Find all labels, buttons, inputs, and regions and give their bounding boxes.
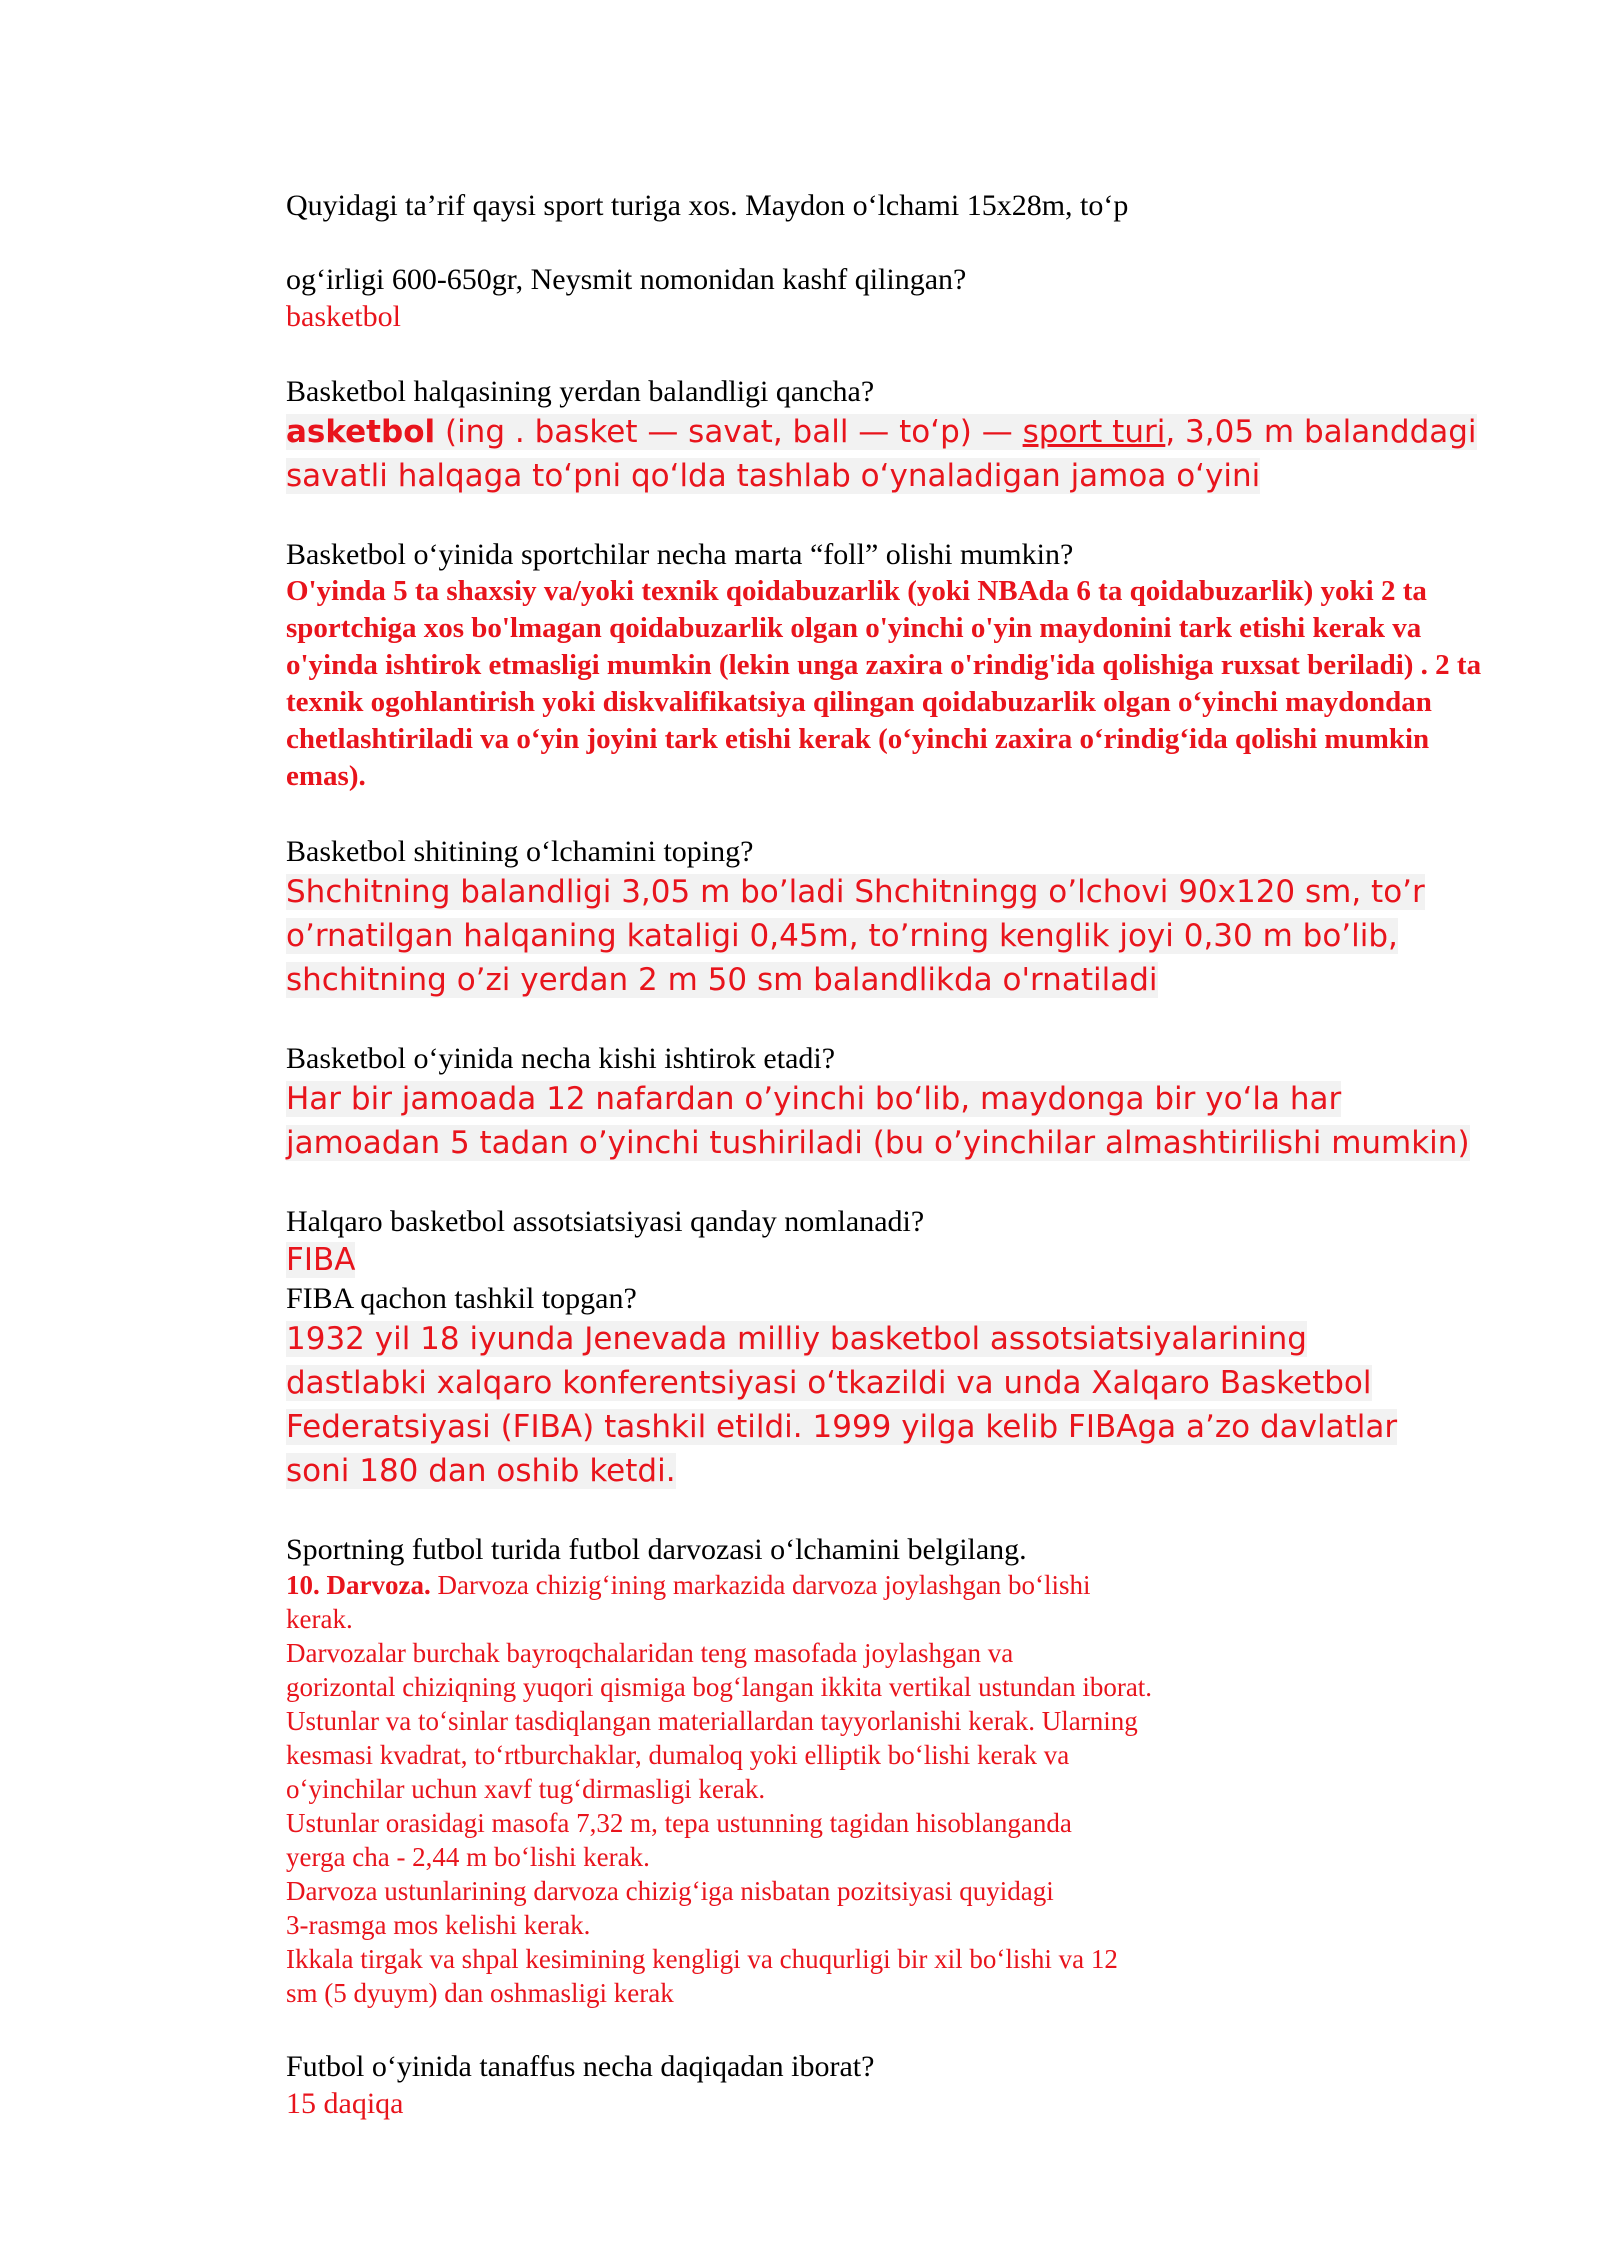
question-block-2 bbox=[286, 373, 1486, 498]
question-text: Halqaro basketbol assotsiatsiyasi qanday nomlanadi? bbox=[286, 1205, 925, 1238]
question-text: Basketbol shitining o‘lchamini toping? bbox=[286, 835, 754, 868]
question-block-3 bbox=[286, 536, 1486, 795]
answer-text: Har bir jamoada 12 nafardan o’yinchi bo‘lib, maydonga bir yo‘la har jamoadan 5 tadan o’yinchi tushiriladi (bu o’yinchilar almashtirilishi mumkin) bbox=[286, 1081, 1470, 1161]
sport-turi-link[interactable]: sport turi bbox=[1022, 414, 1166, 450]
answer-text: 1932 yil 18 iyunda Jenevada milliy basketbol assotsiatsiyalarining dastlabki xalqaro konferentsiyasi o‘tkazildi va unda Xalqaro Basketbol Federatsiyasi (FIBA) tashkil etildi. 1999 yilga kelib FIBAga a’zo davlatlar soni 180 dan oshib ketdi. bbox=[286, 1321, 1398, 1489]
answer-text: O'yinda 5 ta shaxsiy va/yoki texnik qoidabuzarlik (yoki NBAda 6 ta qoidabuzarlik) yoki 2 ta sportchiga xos bo'lmagan qoidabuzarlik olgan o'yinchi o'yin maydonini tark etishi kerak va o'yinda ishtirok etmasligi mumkin (lekin unga zaxira o'rindig'ida qolishiga ruxsat beriladi) . 2 ta texnik ogohlantirish yoki diskvalifikatsiya qilingan qoidabuzarlik olgan o‘yinchi maydondan chetlashtiriladi va o‘yin joyini tark etishi kerak (o‘yinchi zaxira o‘rindig‘ida qolishi mumkin emas). bbox=[286, 575, 1482, 792]
question-block-9 bbox=[286, 2048, 1486, 2122]
document-page bbox=[286, 150, 1486, 2122]
question-block-4 bbox=[286, 833, 1486, 1002]
question-text: Futbol o‘yinida tanaffus necha daqiqadan iborat? bbox=[286, 2050, 875, 2083]
answer-text: asketbol (ing . basket — savat, ball — to‘p) — sport turi, 3,05 m balanddagi savatli halqaga to‘pni qo‘lda tashlab o‘ynaladigan jamoa o‘yini bbox=[286, 414, 1477, 494]
answer-text: Shchitning balandligi 3,05 m bo’ladi Shchitningg o’lchovi 90x120 sm, to’r o’rnatilgan halqaning kataligi 0,45m, to’rning kenglik joyi 0,30 m bo’lib, shchitning o’zi yerdan 2 m 50 sm balandlikda o'rnatiladi bbox=[286, 874, 1425, 998]
answer-text: FIBA bbox=[286, 1242, 356, 1278]
question-block-8 bbox=[286, 1531, 1486, 2010]
question-block-1 bbox=[286, 150, 1486, 335]
answer-text: 15 daqiqa bbox=[286, 2087, 404, 2120]
question-text: Quyidagi ta’rif qaysi sport turiga xos. Maydon o‘lchami 15x28m, to‘p og‘irligi 600-650gr, Neysmit nomonidan kashf qilingan? bbox=[286, 189, 1129, 296]
question-block-6 bbox=[286, 1203, 1486, 1280]
question-block-7 bbox=[286, 1280, 1486, 1493]
question-text: Basketbol halqasining yerdan balandligi qancha? bbox=[286, 375, 875, 408]
question-text: Basketbol o‘yinida necha kishi ishtirok etadi? bbox=[286, 1042, 836, 1075]
question-text: Sportning futbol turida futbol darvozasi o‘lchamini belgilang. bbox=[286, 1533, 1027, 1566]
question-text: FIBA qachon tashkil topgan? bbox=[286, 1282, 637, 1315]
question-block-5 bbox=[286, 1040, 1486, 1165]
answer-text: basketbol bbox=[286, 300, 401, 333]
answer-text: 10. Darvoza. Darvoza chizig‘ining markazida darvoza joylashgan bo‘lishi kerak. Darvozalar burchak bayroqchalaridan teng masofada joylashgan va gorizontal chiziqning yuqori qismiga bog‘langan ikkita vertikal ustundan iborat. Ustunlar va to‘sinlar tasdiqlangan materiallardan tayyorlanishi kerak. Ularning kesmasi kvadrat, to‘rtburchaklar, dumaloq yoki elliptik bo‘lishi kerak va o‘yinchilar uchun xavf tug‘dirmasligi kerak. Ustunlar orasidagi masofa 7,32 m, tepa ustunning tagidan hisoblanganda yerga cha - 2,44 m bo‘lishi kerak. Darvoza ustunlarining darvoza chizig‘iga nisbatan pozitsiyasi quyidagi 3-rasmga mos kelishi kerak. Ikkala tirgak va shpal kesimining kengligi va chuqurligi bir xil bo‘lishi va 12 sm (5 dyuym) dan oshmasligi kerak bbox=[286, 1570, 1153, 2008]
question-text: Basketbol o‘yinida sportchilar necha marta “foll” olishi mumkin? bbox=[286, 538, 1074, 571]
